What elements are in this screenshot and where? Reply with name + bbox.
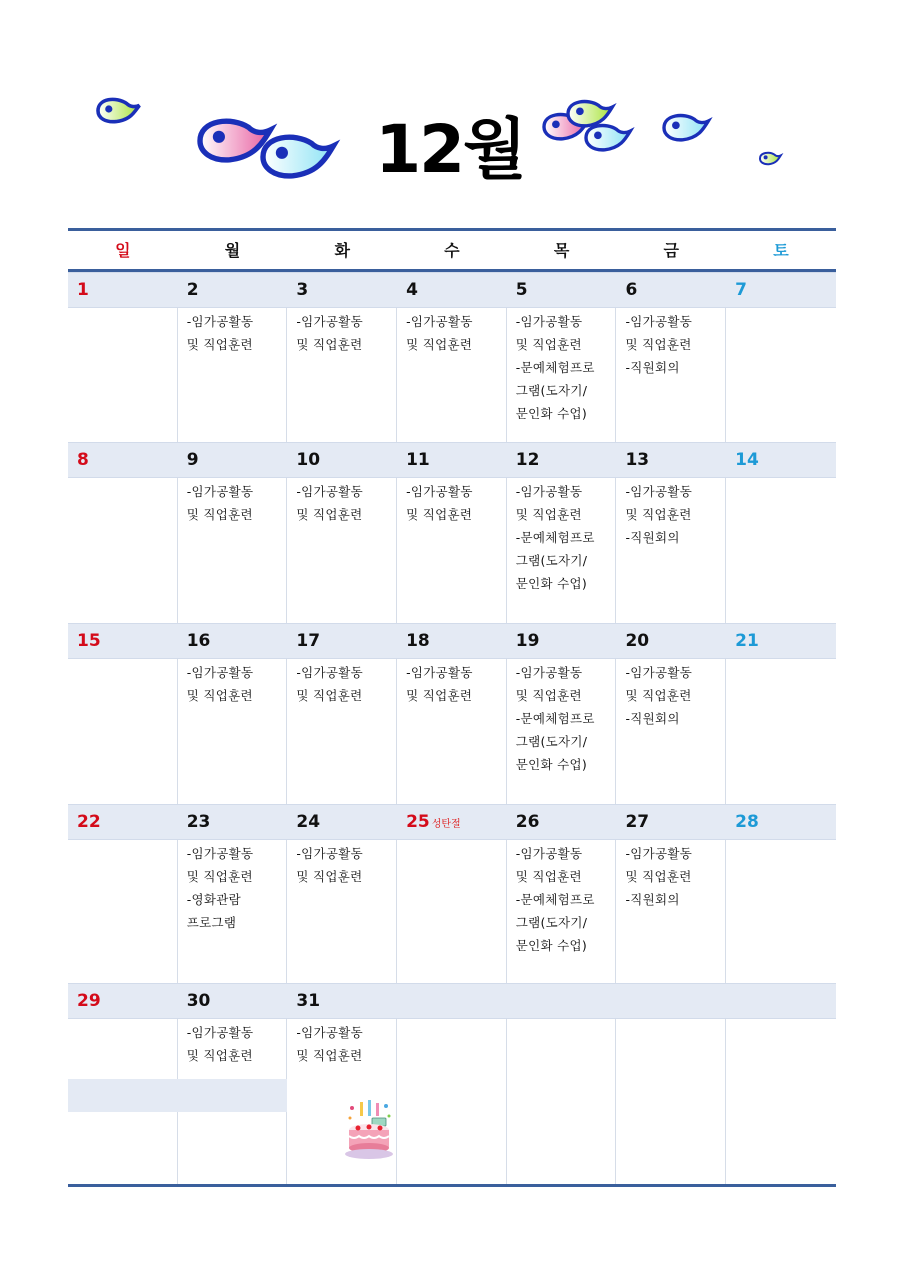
event-text: 및 직업훈련 <box>186 869 253 884</box>
calendar <box>68 228 836 1187</box>
day-cell <box>616 1019 726 1184</box>
day-number-text: 24 <box>296 812 321 832</box>
event-text: -직원회의 <box>625 360 680 375</box>
day-cell <box>507 840 617 983</box>
weekday-header-cell: 토 <box>773 241 789 260</box>
day-number <box>397 443 507 477</box>
day-number-text: 2 <box>186 280 199 300</box>
date-row <box>68 442 836 478</box>
day-number-text: 6 <box>625 280 638 300</box>
events-row <box>68 478 836 623</box>
day-number-text: 3 <box>296 280 309 300</box>
day-cell <box>287 308 397 442</box>
event-text: 및 직업훈련 <box>186 1048 253 1063</box>
event-text: 및 직업훈련 <box>186 688 253 703</box>
calendar-week <box>68 623 836 804</box>
empty-band <box>68 1079 287 1112</box>
event-text: 및 직업훈련 <box>186 337 253 352</box>
day-number-text: 10 <box>296 450 321 470</box>
day-number-text: 20 <box>625 631 650 651</box>
day-cell <box>397 308 507 442</box>
day-number <box>178 443 288 477</box>
day-cell <box>507 659 617 804</box>
day-number <box>68 443 178 477</box>
weekday-header-cell: 목 <box>553 241 570 260</box>
day-cell <box>68 478 178 623</box>
day-cell <box>507 1019 617 1184</box>
event-text: 및 직업훈련 <box>625 688 692 703</box>
event-text: 및 직업훈련 <box>625 507 692 522</box>
day-number <box>178 273 288 307</box>
day-number-text: 30 <box>186 991 211 1011</box>
event-text: -문예체험프로 <box>515 892 595 907</box>
day-cell <box>616 659 726 804</box>
birthday-cake-icon <box>344 1100 394 1162</box>
event-text: 및 직업훈련 <box>296 688 363 703</box>
day-number-text: 5 <box>515 280 528 300</box>
day-number <box>397 273 507 307</box>
calendar-week <box>68 442 836 623</box>
event-text: 문인화 수업) <box>515 757 588 772</box>
event-text: -임가공활동 <box>406 484 473 499</box>
day-number-text: 8 <box>77 450 89 470</box>
event-text: -임가공활동 <box>296 665 364 680</box>
day-cell <box>178 478 288 623</box>
day-number <box>287 443 397 477</box>
event-text: -문예체험프로 <box>515 360 595 375</box>
day-cell <box>726 1019 836 1184</box>
day-number-text: 28 <box>735 812 759 832</box>
event-text: 및 직업훈련 <box>625 337 692 352</box>
day-cell <box>726 659 836 804</box>
weekday-header-cell: 화 <box>334 241 350 260</box>
day-cell <box>178 840 288 983</box>
day-cell <box>178 659 288 804</box>
event-text: 프로그램 <box>186 915 237 930</box>
day-number <box>287 624 397 658</box>
day-cell <box>507 478 617 623</box>
event-text: -직원회의 <box>625 892 680 907</box>
event-text: 및 직업훈련 <box>296 1048 363 1063</box>
day-number-text: 17 <box>296 631 321 651</box>
day-cell <box>287 840 397 983</box>
event-text: -임가공활동 <box>186 1025 254 1040</box>
day-number <box>507 443 617 477</box>
bottom-rule <box>68 1184 836 1187</box>
weekday-header-cell: 금 <box>663 241 680 260</box>
weekday-header-cell: 일 <box>115 241 131 260</box>
event-text: -문예체험프로 <box>515 711 595 726</box>
event-text: 및 직업훈련 <box>186 507 253 522</box>
event-text: -영화관람 <box>186 892 241 907</box>
day-number <box>507 984 617 1018</box>
day-number-text: 19 <box>515 631 540 651</box>
event-text: 및 직업훈련 <box>296 869 363 884</box>
event-text: -문예체험프로 <box>515 530 595 545</box>
day-number-text: 29 <box>77 991 101 1011</box>
day-number <box>287 805 397 839</box>
day-number <box>68 805 178 839</box>
day-number <box>178 624 288 658</box>
day-cell <box>178 308 288 442</box>
day-cell <box>397 478 507 623</box>
day-number <box>507 624 617 658</box>
event-text: 및 직업훈련 <box>515 869 582 884</box>
event-text: -임가공활동 <box>625 484 693 499</box>
day-number <box>397 624 507 658</box>
calendar-week <box>68 272 836 442</box>
event-text: -임가공활동 <box>186 484 254 499</box>
event-text: -임가공활동 <box>406 314 473 329</box>
day-cell <box>507 308 617 442</box>
day-cell <box>68 308 178 442</box>
date-row <box>68 272 836 308</box>
event-text: -임가공활동 <box>515 484 583 499</box>
event-text: -임가공활동 <box>625 846 693 861</box>
event-text: -직원회의 <box>625 530 680 545</box>
day-number-text: 14 <box>735 450 759 470</box>
weekday-header-cell: 수 <box>444 241 460 260</box>
day-cell <box>397 1019 507 1184</box>
day-number-text: 9 <box>186 450 199 470</box>
day-number-text: 26 <box>515 812 540 832</box>
day-number-text: 27 <box>625 812 650 832</box>
events-row <box>68 659 836 804</box>
event-text: 및 직업훈련 <box>406 337 473 352</box>
day-number <box>616 805 726 839</box>
day-cell <box>616 840 726 983</box>
event-text: -임가공활동 <box>296 314 364 329</box>
events-row <box>68 840 836 983</box>
weekday-header-cell: 월 <box>224 241 241 260</box>
day-cell <box>726 478 836 623</box>
page-title: 12월 <box>375 111 525 188</box>
event-text: 그램(도자기/ <box>515 383 588 398</box>
day-number-text: 16 <box>186 631 211 651</box>
event-text: 그램(도자기/ <box>515 915 588 930</box>
event-text: -임가공활동 <box>186 846 254 861</box>
holiday-label: 성탄절 <box>431 819 461 830</box>
event-text: 그램(도자기/ <box>515 734 588 749</box>
event-text: -임가공활동 <box>296 846 364 861</box>
day-number-text: 12 <box>515 450 540 470</box>
day-cell <box>616 308 726 442</box>
event-text: 문인화 수업) <box>515 938 588 953</box>
day-number <box>68 624 178 658</box>
event-text: -임가공활동 <box>625 314 693 329</box>
day-cell <box>726 840 836 983</box>
date-row <box>68 804 836 840</box>
event-text: 및 직업훈련 <box>515 688 582 703</box>
event-text: -임가공활동 <box>515 314 583 329</box>
day-cell <box>397 840 507 983</box>
day-cell <box>287 478 397 623</box>
day-number <box>178 805 288 839</box>
day-number-text: 22 <box>77 812 101 832</box>
day-number <box>726 273 836 307</box>
day-number <box>287 273 397 307</box>
day-number-text: 25 <box>406 812 430 832</box>
event-text: -임가공활동 <box>515 846 583 861</box>
day-number <box>616 984 726 1018</box>
day-number-text: 7 <box>735 280 747 300</box>
event-text: -임가공활동 <box>296 484 364 499</box>
events-row <box>68 308 836 442</box>
event-text: 문인화 수업) <box>515 576 588 591</box>
event-text: 및 직업훈련 <box>296 337 363 352</box>
calendar-week <box>68 804 836 983</box>
day-number-text: 31 <box>296 991 321 1011</box>
event-text: 및 직업훈련 <box>625 869 692 884</box>
calendar-weeks <box>68 272 836 1184</box>
event-text: 그램(도자기/ <box>515 553 588 568</box>
event-text: -임가공활동 <box>296 1025 364 1040</box>
day-number <box>616 443 726 477</box>
day-number-text: 21 <box>735 631 759 651</box>
day-number <box>507 273 617 307</box>
day-cell <box>726 308 836 442</box>
day-number <box>68 984 178 1018</box>
event-text: -임가공활동 <box>186 665 254 680</box>
day-number <box>397 984 507 1018</box>
day-number-text: 18 <box>406 631 430 651</box>
day-cell <box>68 659 178 804</box>
date-row <box>68 623 836 659</box>
event-text: 및 직업훈련 <box>406 688 473 703</box>
day-number <box>616 273 726 307</box>
day-number-text: 15 <box>77 631 101 651</box>
day-number-text: 4 <box>406 280 418 300</box>
day-number <box>726 624 836 658</box>
event-text: 및 직업훈련 <box>406 507 473 522</box>
day-number <box>397 805 507 839</box>
day-number <box>726 443 836 477</box>
event-text: -임가공활동 <box>186 314 254 329</box>
day-number-text: 1 <box>77 280 89 300</box>
event-text: -임가공활동 <box>406 665 473 680</box>
event-text: 및 직업훈련 <box>515 337 582 352</box>
day-number-text: 11 <box>406 450 430 470</box>
day-number <box>68 273 178 307</box>
day-number-text: 13 <box>625 450 650 470</box>
day-cell <box>397 659 507 804</box>
day-number <box>178 984 288 1018</box>
day-number <box>616 624 726 658</box>
event-text: -직원회의 <box>625 711 680 726</box>
event-text: 및 직업훈련 <box>515 507 582 522</box>
event-text: -임가공활동 <box>515 665 583 680</box>
day-number <box>507 805 617 839</box>
day-number <box>287 984 397 1018</box>
event-text: -임가공활동 <box>625 665 693 680</box>
date-row <box>68 983 836 1019</box>
day-cell <box>616 478 726 623</box>
day-number-text: 23 <box>186 812 211 832</box>
weekday-header <box>68 231 836 272</box>
day-number <box>726 805 836 839</box>
day-number <box>726 984 836 1018</box>
day-cell <box>68 840 178 983</box>
event-text: 및 직업훈련 <box>296 507 363 522</box>
day-cell <box>287 659 397 804</box>
event-text: 문인화 수업) <box>515 406 588 421</box>
